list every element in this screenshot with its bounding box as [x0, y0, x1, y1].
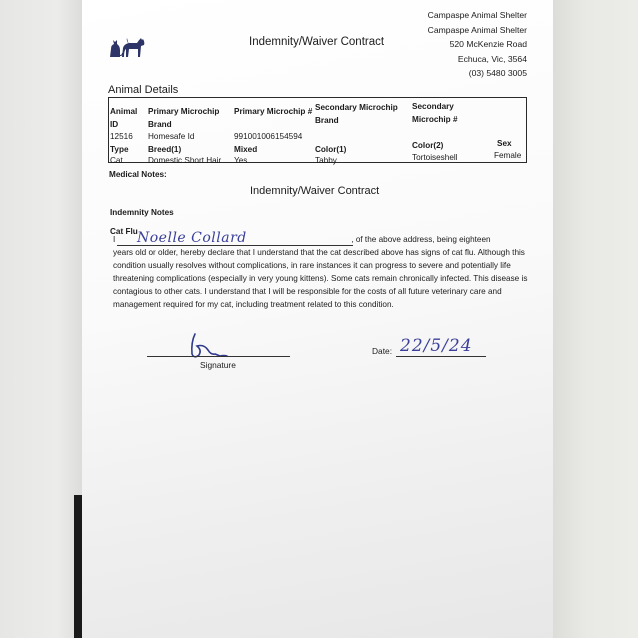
header-type: Type	[110, 145, 129, 154]
prefix-text: I	[113, 235, 116, 244]
pets-logo-icon	[108, 34, 146, 58]
value-breed: Domestic Short Hair	[148, 156, 222, 165]
value-primary-number: 991001006154594	[234, 132, 303, 141]
animal-details-title: Animal Details	[108, 84, 179, 96]
value-primary-brand: Homesafe Id	[148, 132, 195, 141]
header-secondary-brand: Secondary Microchip Brand	[315, 103, 398, 125]
shelter-address	[428, 8, 527, 81]
handwritten-name: Noelle Collard	[137, 230, 247, 246]
value-color-2: Tortoiseshell	[412, 153, 458, 162]
medical-notes-label: Medical Notes:	[109, 170, 167, 179]
header-secondary-number: Secondary Microchip #	[412, 102, 458, 124]
header-primary-brand: Primary Microchip Brand	[148, 107, 220, 129]
shelter-line: Campaspe Animal Shelter	[427, 24, 527, 35]
contract-title: Indemnity/Waiver Contract	[249, 36, 385, 48]
condition-label: Cat Flu	[110, 227, 138, 236]
animal-details-table	[108, 97, 527, 163]
header-animal-id: Animal ID	[110, 107, 138, 129]
header-breed: Breed(1)	[148, 145, 182, 154]
date-label: Date:	[372, 346, 393, 356]
body-paragraph: years old or older, hereby declare that I understand that the cat described above has signs of cat flu. Although this condition usually resolves without complications, in rare instances it can progress to severe and potentially life threatening complications (especially in very young kittens). Some cats remain chronically infected. This disease is contagious to other cats. I understand that I will be responsible for the costs of all future veterinary care and management required for my cat, including treatment related to this condition.	[113, 247, 528, 309]
signature-line	[147, 356, 290, 357]
signature-label: Signature	[200, 360, 236, 370]
header-sex: Sex	[497, 139, 512, 148]
background-right	[553, 0, 638, 638]
value-type: Cat	[110, 156, 123, 165]
header-primary-number: Primary Microchip #	[234, 107, 313, 116]
dark-edge	[74, 495, 82, 638]
shelter-line: Campaspe Animal Shelter	[427, 10, 527, 20]
handwritten-date: 22/5/24	[400, 336, 473, 356]
header-color-1: Color(1)	[315, 145, 347, 154]
value-color-1: Tabby	[315, 156, 337, 165]
shelter-line: Echuca, Vic, 3564	[457, 53, 527, 64]
value-animal-id: 12516	[110, 132, 133, 141]
value-sex: Female	[494, 151, 522, 160]
header-mixed: Mixed	[234, 145, 258, 154]
date-line	[396, 356, 486, 357]
indemnity-notes-label: Indemnity Notes	[110, 208, 174, 217]
shelter-line: 520 McKenzie Road	[449, 39, 527, 50]
background-left	[0, 0, 82, 638]
after-name-text: , of the above address, being eighteen	[351, 235, 491, 244]
document-page	[82, 0, 553, 638]
value-mixed: Yes	[234, 156, 248, 165]
header-color-2: Color(2)	[412, 141, 444, 150]
contract-subtitle: Indemnity/Waiver Contract	[250, 185, 380, 197]
shelter-line: (03) 5480 3005	[468, 68, 527, 79]
contract-body	[113, 234, 533, 311]
